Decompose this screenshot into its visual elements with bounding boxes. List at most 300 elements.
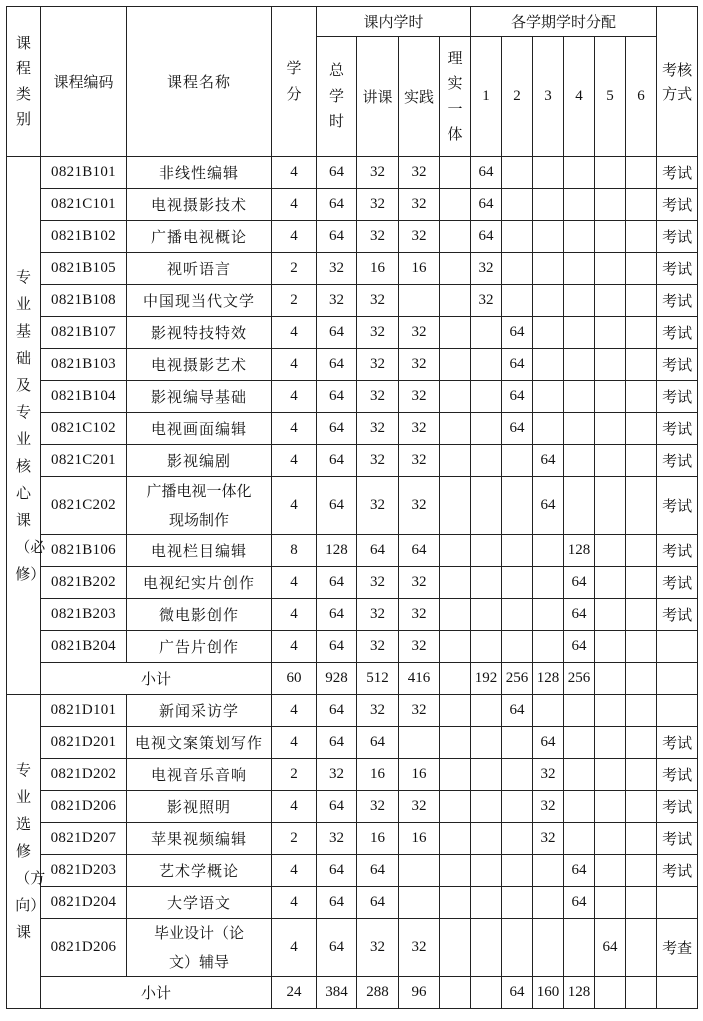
total-hours: 64: [317, 221, 357, 253]
semester-5-hours: 64: [595, 919, 626, 977]
semester-6-hours: [626, 759, 657, 791]
semester-1-hours: [471, 919, 502, 977]
semester-5-hours: [595, 317, 626, 349]
semester-3-hours: 64: [533, 727, 564, 759]
lecture-hours: 64: [357, 855, 399, 887]
integrated-hours: [440, 253, 471, 285]
course-code: 0821C202: [41, 477, 127, 535]
credits: 8: [272, 535, 317, 567]
semester-3-hours: 64: [533, 477, 564, 535]
semester-2-hours: [502, 285, 533, 317]
semester-5-hours: [595, 631, 626, 663]
semester-3-hours: [533, 413, 564, 445]
semester-2-hours: 64: [502, 413, 533, 445]
integrated-hours: [440, 477, 471, 535]
assessment-method: 考试: [657, 285, 698, 317]
table-row: [7, 791, 698, 823]
course-name: 广播电视概论: [127, 221, 272, 253]
total-hours: 64: [317, 887, 357, 919]
semester-4-hours: 128: [564, 535, 595, 567]
assessment-method: 考查: [657, 919, 698, 977]
total-hours: 64: [317, 791, 357, 823]
header-semester-3: 3: [533, 37, 564, 157]
semester-4-hours: [564, 823, 595, 855]
practice-hours: 32: [399, 189, 440, 221]
semester-1-hours: [471, 855, 502, 887]
assessment-method: 考试: [657, 791, 698, 823]
header-semester-1: 1: [471, 37, 502, 157]
practice-hours: 16: [399, 759, 440, 791]
assessment-method: [657, 887, 698, 919]
semester-4-hours: [564, 919, 595, 977]
header-total: 总学时: [317, 37, 357, 157]
semester-5-hours: [595, 253, 626, 285]
assessment-method: 考试: [657, 567, 698, 599]
total-hours: 32: [317, 823, 357, 855]
table-row: [7, 189, 698, 221]
semester-6-hours: [626, 413, 657, 445]
integrated-hours: [440, 189, 471, 221]
semester-3-hours: [533, 695, 564, 727]
course-name: 电视画面编辑: [127, 413, 272, 445]
subtotal-semester-4: 256: [564, 663, 595, 695]
course-name: [127, 919, 272, 977]
credits: 2: [272, 759, 317, 791]
course-name: 电视纪实片创作: [127, 567, 272, 599]
integrated-hours: [440, 157, 471, 189]
lecture-hours: 32: [357, 189, 399, 221]
semester-5-hours: [595, 535, 626, 567]
semester-5-hours: [595, 349, 626, 381]
credits: 4: [272, 791, 317, 823]
practice-hours: 32: [399, 349, 440, 381]
category-cell: [7, 695, 46, 1009]
semester-3-hours: [533, 381, 564, 413]
total-hours: 32: [317, 759, 357, 791]
semester-2-hours: [502, 631, 533, 663]
header-semester-5: 5: [595, 37, 626, 157]
practice-hours: [399, 727, 440, 759]
course-code: 0821B101: [41, 157, 127, 189]
semester-3-hours: 32: [533, 791, 564, 823]
assessment-method: 考试: [657, 855, 698, 887]
integrated-hours: [440, 919, 471, 977]
lecture-hours: 16: [357, 823, 399, 855]
practice-hours: 32: [399, 157, 440, 189]
lecture-hours: 32: [357, 413, 399, 445]
table-row: [7, 221, 698, 253]
credits: 4: [272, 919, 317, 977]
practice-hours: [399, 887, 440, 919]
credits: 4: [272, 727, 317, 759]
semester-4-hours: [564, 477, 595, 535]
semester-3-hours: [533, 631, 564, 663]
subtotal-semester-3: 160: [533, 977, 564, 1009]
semester-4-hours: [564, 695, 595, 727]
course-code: 0821D203: [41, 855, 127, 887]
semester-1-hours: [471, 887, 502, 919]
semester-1-hours: [471, 567, 502, 599]
practice-hours: 32: [399, 599, 440, 631]
assessment-method: 考试: [657, 253, 698, 285]
table-row: [7, 567, 698, 599]
course-name: 影视编剧: [127, 445, 272, 477]
semester-2-hours: [502, 253, 533, 285]
semester-3-hours: [533, 567, 564, 599]
course-name: 电视文案策划写作: [127, 727, 272, 759]
semester-4-hours: 64: [564, 855, 595, 887]
subtotal-assessment: [657, 663, 698, 695]
practice-hours: 32: [399, 445, 440, 477]
table-row: [7, 919, 698, 977]
semester-2-hours: [502, 791, 533, 823]
semester-3-hours: [533, 157, 564, 189]
semester-1-hours: 64: [471, 157, 502, 189]
semester-2-hours: [502, 823, 533, 855]
course-name: 影视编导基础: [127, 381, 272, 413]
semester-6-hours: [626, 919, 657, 977]
assessment-method: [657, 695, 698, 727]
semester-6-hours: [626, 349, 657, 381]
integrated-hours: [440, 791, 471, 823]
assessment-method: 考试: [657, 381, 698, 413]
lecture-hours: 32: [357, 919, 399, 977]
assessment-method: 考试: [657, 759, 698, 791]
semester-4-hours: [564, 253, 595, 285]
course-name: 影视特技特效: [127, 317, 272, 349]
semester-2-hours: [502, 855, 533, 887]
lecture-hours: 32: [357, 285, 399, 317]
subtotal-semester-5: [595, 977, 626, 1009]
semester-1-hours: [471, 413, 502, 445]
semester-1-hours: [471, 631, 502, 663]
semester-6-hours: [626, 695, 657, 727]
semester-6-hours: [626, 887, 657, 919]
semester-5-hours: [595, 567, 626, 599]
course-code: 0821B104: [41, 381, 127, 413]
table-header: [7, 7, 698, 157]
header-integrated: 理实一体: [440, 37, 471, 157]
total-hours: 64: [317, 189, 357, 221]
semester-5-hours: [595, 221, 626, 253]
practice-hours: 32: [399, 631, 440, 663]
semester-2-hours: [502, 567, 533, 599]
assessment-method: 考试: [657, 413, 698, 445]
subtotal-total: 928: [317, 663, 357, 695]
subtotal-semester-1: 192: [471, 663, 502, 695]
course-name-text: 广播电视一体化现场制作: [146, 482, 252, 529]
semester-4-hours: [564, 791, 595, 823]
table-row: [7, 823, 698, 855]
header-semester-6: 6: [626, 37, 657, 157]
semester-3-hours: [533, 855, 564, 887]
course-name: 电视栏目编辑: [127, 535, 272, 567]
integrated-hours: [440, 855, 471, 887]
total-hours: 128: [317, 535, 357, 567]
subtotal-semester-5: [595, 663, 626, 695]
total-hours: 64: [317, 919, 357, 977]
practice-hours: 16: [399, 823, 440, 855]
header-code: 课程编码: [41, 7, 127, 157]
semester-3-hours: [533, 253, 564, 285]
subtotal-semester-1: [471, 977, 502, 1009]
table-row: [7, 413, 698, 445]
table-row: [7, 887, 698, 919]
semester-5-hours: [595, 887, 626, 919]
subtotal-lecture: 512: [357, 663, 399, 695]
integrated-hours: [440, 445, 471, 477]
header-semester-4: 4: [564, 37, 595, 157]
semester-4-hours: [564, 317, 595, 349]
semester-1-hours: 32: [471, 285, 502, 317]
credits: 4: [272, 221, 317, 253]
course-code: 0821B102: [41, 221, 127, 253]
semester-6-hours: [626, 567, 657, 599]
assessment-method: 考试: [657, 221, 698, 253]
semester-5-hours: [595, 157, 626, 189]
credits: 4: [272, 631, 317, 663]
lecture-hours: 32: [357, 599, 399, 631]
table-row: [7, 445, 698, 477]
integrated-hours: [440, 631, 471, 663]
semester-5-hours: [595, 477, 626, 535]
semester-1-hours: [471, 349, 502, 381]
lecture-hours: 16: [357, 759, 399, 791]
semester-4-hours: 64: [564, 599, 595, 631]
course-code: 0821D207: [41, 823, 127, 855]
credits: 4: [272, 349, 317, 381]
integrated-hours: [440, 413, 471, 445]
semester-4-hours: [564, 445, 595, 477]
total-hours: 64: [317, 349, 357, 381]
lecture-hours: 32: [357, 791, 399, 823]
table-row: [7, 381, 698, 413]
course-code: 0821B108: [41, 285, 127, 317]
header-assessment: 考核方式: [657, 7, 698, 157]
header-category: 课程类别: [7, 7, 41, 157]
semester-6-hours: [626, 317, 657, 349]
semester-2-hours: 64: [502, 317, 533, 349]
course-code: 0821D201: [41, 727, 127, 759]
lecture-hours: 64: [357, 535, 399, 567]
category-label: 专业基础及专业核心课（必修）: [15, 267, 46, 583]
semester-4-hours: 64: [564, 631, 595, 663]
course-code: 0821C102: [41, 413, 127, 445]
credits: 4: [272, 477, 317, 535]
semester-2-hours: [502, 157, 533, 189]
lecture-hours: 16: [357, 253, 399, 285]
credits: 4: [272, 317, 317, 349]
integrated-hours: [440, 759, 471, 791]
course-name: 电视摄影艺术: [127, 349, 272, 381]
course-name: 广告片创作: [127, 631, 272, 663]
semester-5-hours: [595, 727, 626, 759]
assessment-method: 考试: [657, 317, 698, 349]
lecture-hours: 32: [357, 157, 399, 189]
course-name: 大学语文: [127, 887, 272, 919]
semester-3-hours: [533, 221, 564, 253]
assessment-method: 考试: [657, 189, 698, 221]
header-semester-group: 各学期学时分配: [471, 7, 657, 37]
subtotal-semester-2: 64: [502, 977, 533, 1009]
credits: 4: [272, 189, 317, 221]
course-name: 中国现当代文学: [127, 285, 272, 317]
subtotal-assessment: [657, 977, 698, 1009]
semester-5-hours: [595, 413, 626, 445]
credits: 4: [272, 157, 317, 189]
header-name: 课程名称: [127, 7, 272, 157]
course-code: 0821D206: [41, 919, 127, 977]
course-name: 电视摄影技术: [127, 189, 272, 221]
semester-1-hours: [471, 727, 502, 759]
total-hours: 64: [317, 477, 357, 535]
semester-3-hours: [533, 285, 564, 317]
course-code: 0821B105: [41, 253, 127, 285]
table-row: [7, 535, 698, 567]
semester-3-hours: 32: [533, 759, 564, 791]
semester-5-hours: [595, 855, 626, 887]
category-label: 专业选修（方向）课: [15, 761, 46, 941]
semester-6-hours: [626, 823, 657, 855]
credits: 4: [272, 599, 317, 631]
credits: 4: [272, 413, 317, 445]
course-name: [127, 477, 272, 535]
subtotal-label: 小计: [41, 663, 272, 695]
semester-5-hours: [595, 189, 626, 221]
semester-6-hours: [626, 189, 657, 221]
semester-1-hours: [471, 535, 502, 567]
lecture-hours: 32: [357, 349, 399, 381]
semester-3-hours: 32: [533, 823, 564, 855]
semester-6-hours: [626, 381, 657, 413]
integrated-hours: [440, 381, 471, 413]
semester-2-hours: 64: [502, 349, 533, 381]
subtotal-practice: 416: [399, 663, 440, 695]
semester-2-hours: [502, 759, 533, 791]
credits: 4: [272, 445, 317, 477]
subtotal-credits: 24: [272, 977, 317, 1009]
semester-5-hours: [595, 381, 626, 413]
practice-hours: 64: [399, 535, 440, 567]
total-hours: 64: [317, 157, 357, 189]
semester-6-hours: [626, 157, 657, 189]
practice-hours: 32: [399, 413, 440, 445]
semester-4-hours: [564, 381, 595, 413]
semester-1-hours: 64: [471, 189, 502, 221]
header-credits: 学分: [272, 7, 317, 157]
subtotal-semester-6: [626, 663, 657, 695]
credits: 4: [272, 567, 317, 599]
integrated-hours: [440, 887, 471, 919]
lecture-hours: 64: [357, 727, 399, 759]
course-name-text: 毕业设计（论文）辅导: [153, 924, 244, 971]
total-hours: 64: [317, 413, 357, 445]
course-name: 影视照明: [127, 791, 272, 823]
practice-hours: 32: [399, 221, 440, 253]
semester-1-hours: [471, 317, 502, 349]
subtotal-row: [7, 663, 698, 695]
subtotal-semester-4: 128: [564, 977, 595, 1009]
semester-6-hours: [626, 631, 657, 663]
credits: 4: [272, 887, 317, 919]
course-name: 非线性编辑: [127, 157, 272, 189]
table-row: [7, 759, 698, 791]
lecture-hours: 32: [357, 695, 399, 727]
semester-3-hours: [533, 919, 564, 977]
semester-3-hours: [533, 189, 564, 221]
table-row: [7, 285, 698, 317]
course-code: 0821B202: [41, 567, 127, 599]
course-code: 0821C101: [41, 189, 127, 221]
semester-3-hours: [533, 599, 564, 631]
practice-hours: 32: [399, 695, 440, 727]
total-hours: 64: [317, 317, 357, 349]
lecture-hours: 32: [357, 381, 399, 413]
subtotal-credits: 60: [272, 663, 317, 695]
semester-4-hours: [564, 759, 595, 791]
course-name: 苹果视频编辑: [127, 823, 272, 855]
semester-1-hours: 64: [471, 221, 502, 253]
table-row: [7, 349, 698, 381]
integrated-hours: [440, 567, 471, 599]
subtotal-integrated: [440, 977, 471, 1009]
semester-4-hours: 64: [564, 567, 595, 599]
semester-3-hours: [533, 349, 564, 381]
assessment-method: 考试: [657, 445, 698, 477]
semester-5-hours: [595, 823, 626, 855]
course-code: 0821B106: [41, 535, 127, 567]
credits: 4: [272, 855, 317, 887]
table-row: [7, 631, 698, 663]
subtotal-integrated: [440, 663, 471, 695]
practice-hours: 32: [399, 567, 440, 599]
semester-4-hours: [564, 221, 595, 253]
semester-2-hours: [502, 919, 533, 977]
semester-6-hours: [626, 535, 657, 567]
credits: 4: [272, 381, 317, 413]
semester-5-hours: [595, 759, 626, 791]
course-name: 新闻采访学: [127, 695, 272, 727]
semester-4-hours: [564, 727, 595, 759]
course-code: 0821B203: [41, 599, 127, 631]
total-hours: 32: [317, 253, 357, 285]
subtotal-semester-3: 128: [533, 663, 564, 695]
total-hours: 64: [317, 599, 357, 631]
assessment-method: 考试: [657, 477, 698, 535]
course-code: 0821B107: [41, 317, 127, 349]
semester-4-hours: [564, 349, 595, 381]
lecture-hours: 32: [357, 631, 399, 663]
semester-6-hours: [626, 477, 657, 535]
semester-2-hours: [502, 599, 533, 631]
practice-hours: 32: [399, 791, 440, 823]
table-row: [7, 855, 698, 887]
integrated-hours: [440, 535, 471, 567]
semester-5-hours: [595, 695, 626, 727]
semester-2-hours: [502, 535, 533, 567]
semester-3-hours: 64: [533, 445, 564, 477]
integrated-hours: [440, 285, 471, 317]
semester-2-hours: [502, 221, 533, 253]
semester-6-hours: [626, 599, 657, 631]
semester-3-hours: [533, 535, 564, 567]
semester-1-hours: [471, 823, 502, 855]
semester-2-hours: 64: [502, 695, 533, 727]
total-hours: 64: [317, 727, 357, 759]
credits: 2: [272, 285, 317, 317]
semester-2-hours: [502, 445, 533, 477]
lecture-hours: 64: [357, 887, 399, 919]
